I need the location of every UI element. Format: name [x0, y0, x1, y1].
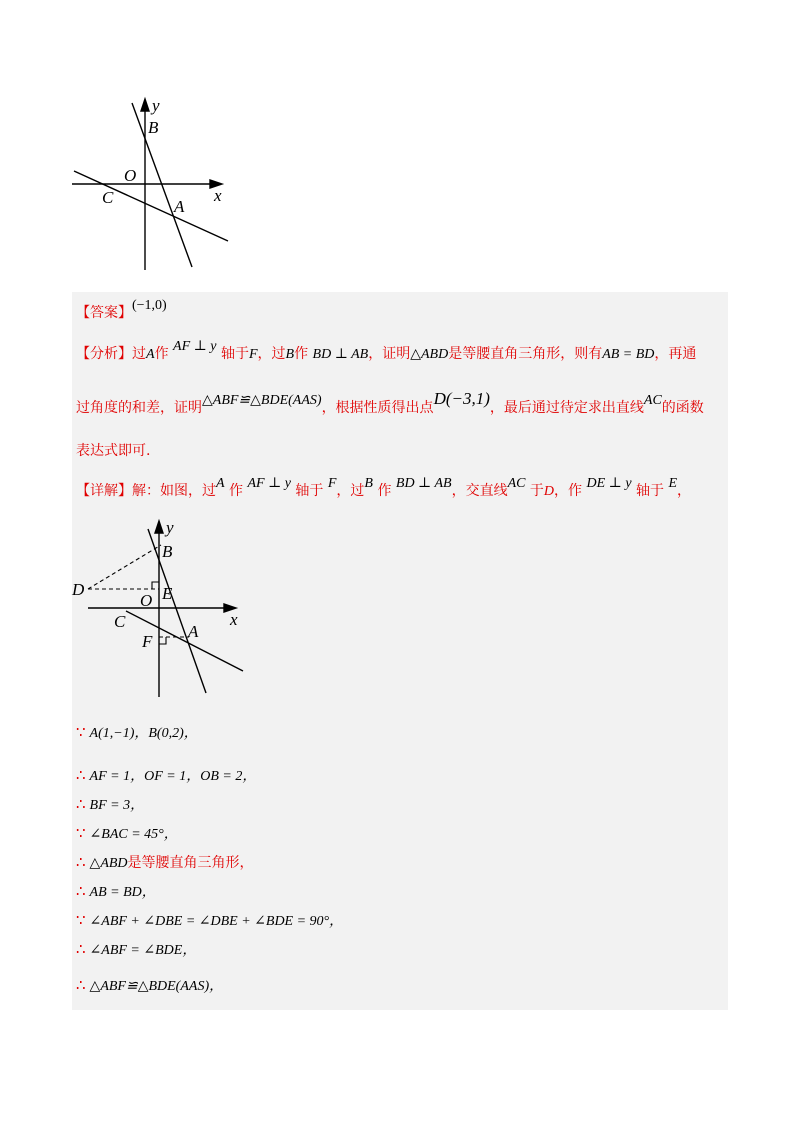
answer-line [76, 298, 167, 324]
step-text: AF = 1，OF = 1，OB = 2， [89, 769, 257, 784]
math: △ABD [410, 347, 449, 362]
step-text: ∠ABF = ∠BDE， [89, 943, 197, 958]
analysis-line-1 [76, 339, 697, 365]
label-y: y [166, 518, 174, 537]
label-B: B [162, 542, 173, 561]
step-text-suffix: 是等腰直角三角形， [127, 855, 254, 871]
step-text: BF = 3， [89, 798, 145, 813]
step-5 [76, 852, 254, 874]
math: B [364, 476, 373, 491]
text: 作 [154, 346, 169, 362]
label-E: E [162, 584, 173, 603]
text: 轴于 [220, 346, 249, 362]
coordinate-figure-2 [70, 515, 250, 700]
text: 轴于 [295, 483, 324, 499]
label-F: F [142, 632, 153, 651]
text: ，过 [257, 346, 286, 362]
step-text: AB = BD， [89, 885, 156, 900]
text: 过 [132, 346, 146, 362]
text: ，交直线 [451, 483, 508, 499]
analysis-tag: 【分析】 [76, 346, 132, 362]
answer-tag: 【答案】 [76, 305, 132, 321]
text: 是等腰直角三角形，则有 [448, 346, 603, 362]
text: 表达式即可. [76, 443, 151, 459]
answer-value: (−1,0) [132, 298, 167, 313]
step-4 [76, 823, 178, 845]
text: 过角度的和差，证明 [76, 400, 202, 416]
text: ，根据性质得出点 [321, 400, 434, 416]
step-text: △ABD [89, 856, 128, 871]
math: F [248, 347, 258, 362]
analysis-line-2 [76, 389, 704, 419]
step-9 [76, 975, 223, 997]
step-text: ∠BAC = 45°， [89, 827, 178, 842]
text: 作 [377, 483, 392, 499]
math: F [327, 476, 337, 491]
therefore-symbol: ∴ [76, 882, 86, 900]
math: AC [507, 476, 526, 491]
label-B: B [148, 118, 159, 137]
step-2 [76, 765, 256, 787]
step-text: A(1,−1)，B(0,2)， [89, 726, 198, 741]
math: D(−3,1) [433, 389, 490, 408]
therefore-symbol: ∴ [76, 795, 86, 813]
therefore-symbol: ∴ [76, 853, 86, 871]
text: ，证明 [368, 346, 411, 362]
detail-line [76, 476, 692, 502]
step-text: ∠ABF + ∠DBE = ∠DBE + ∠BDE = 90°， [89, 914, 344, 929]
label-x: x [214, 186, 222, 205]
analysis-line-3 [76, 441, 150, 461]
step-8 [76, 939, 196, 961]
detail-tag: 【详解】 [76, 483, 132, 499]
therefore-symbol: ∴ [76, 976, 86, 994]
label-y: y [152, 96, 160, 115]
because-symbol: ∵ [76, 824, 86, 842]
text: ，作 [554, 483, 583, 499]
step-3 [76, 794, 144, 816]
text: 的函数 [661, 400, 704, 416]
step-7 [76, 910, 343, 932]
math: E [668, 476, 678, 491]
because-symbol: ∵ [76, 911, 86, 929]
label-O: O [140, 591, 153, 610]
text: ，过 [336, 483, 365, 499]
therefore-symbol: ∴ [76, 940, 86, 958]
math: △ABF≌△BDE(AAS) [202, 393, 322, 408]
math: BD ⊥ AB [312, 347, 369, 362]
math: AF ⊥ y [247, 476, 291, 491]
label-C: C [102, 188, 114, 207]
step-text: △ABF≌△BDE(AAS)， [89, 979, 224, 994]
because-symbol: ∵ [76, 723, 86, 741]
math: AF ⊥ y [173, 339, 217, 354]
text: 作 [229, 483, 244, 499]
label-O: O [124, 166, 137, 185]
text: 轴于 [636, 483, 664, 499]
math: B [285, 347, 295, 362]
text: 作 [294, 346, 309, 362]
label-C: C [114, 612, 126, 631]
label-x: x [230, 610, 238, 629]
math: D [543, 484, 555, 499]
math: A [216, 476, 225, 491]
coordinate-figure-1 [60, 95, 240, 275]
label-D: D [72, 580, 85, 599]
text: ，最后通过待定求出直线 [489, 400, 644, 416]
math: DE ⊥ y [586, 476, 632, 491]
label-A: A [188, 622, 199, 641]
step-6 [76, 881, 156, 903]
step-1 [76, 722, 198, 744]
text: 解：如图，过 [132, 483, 216, 499]
math: BD ⊥ AB [395, 476, 452, 491]
math: AB = BD [602, 347, 655, 362]
therefore-symbol: ∴ [76, 766, 86, 784]
math: A [146, 347, 155, 362]
math: AC [643, 393, 662, 408]
text: ，再通 [654, 346, 697, 362]
label-A: A [174, 197, 185, 216]
text: 于 [529, 483, 544, 499]
text: ， [677, 483, 692, 499]
